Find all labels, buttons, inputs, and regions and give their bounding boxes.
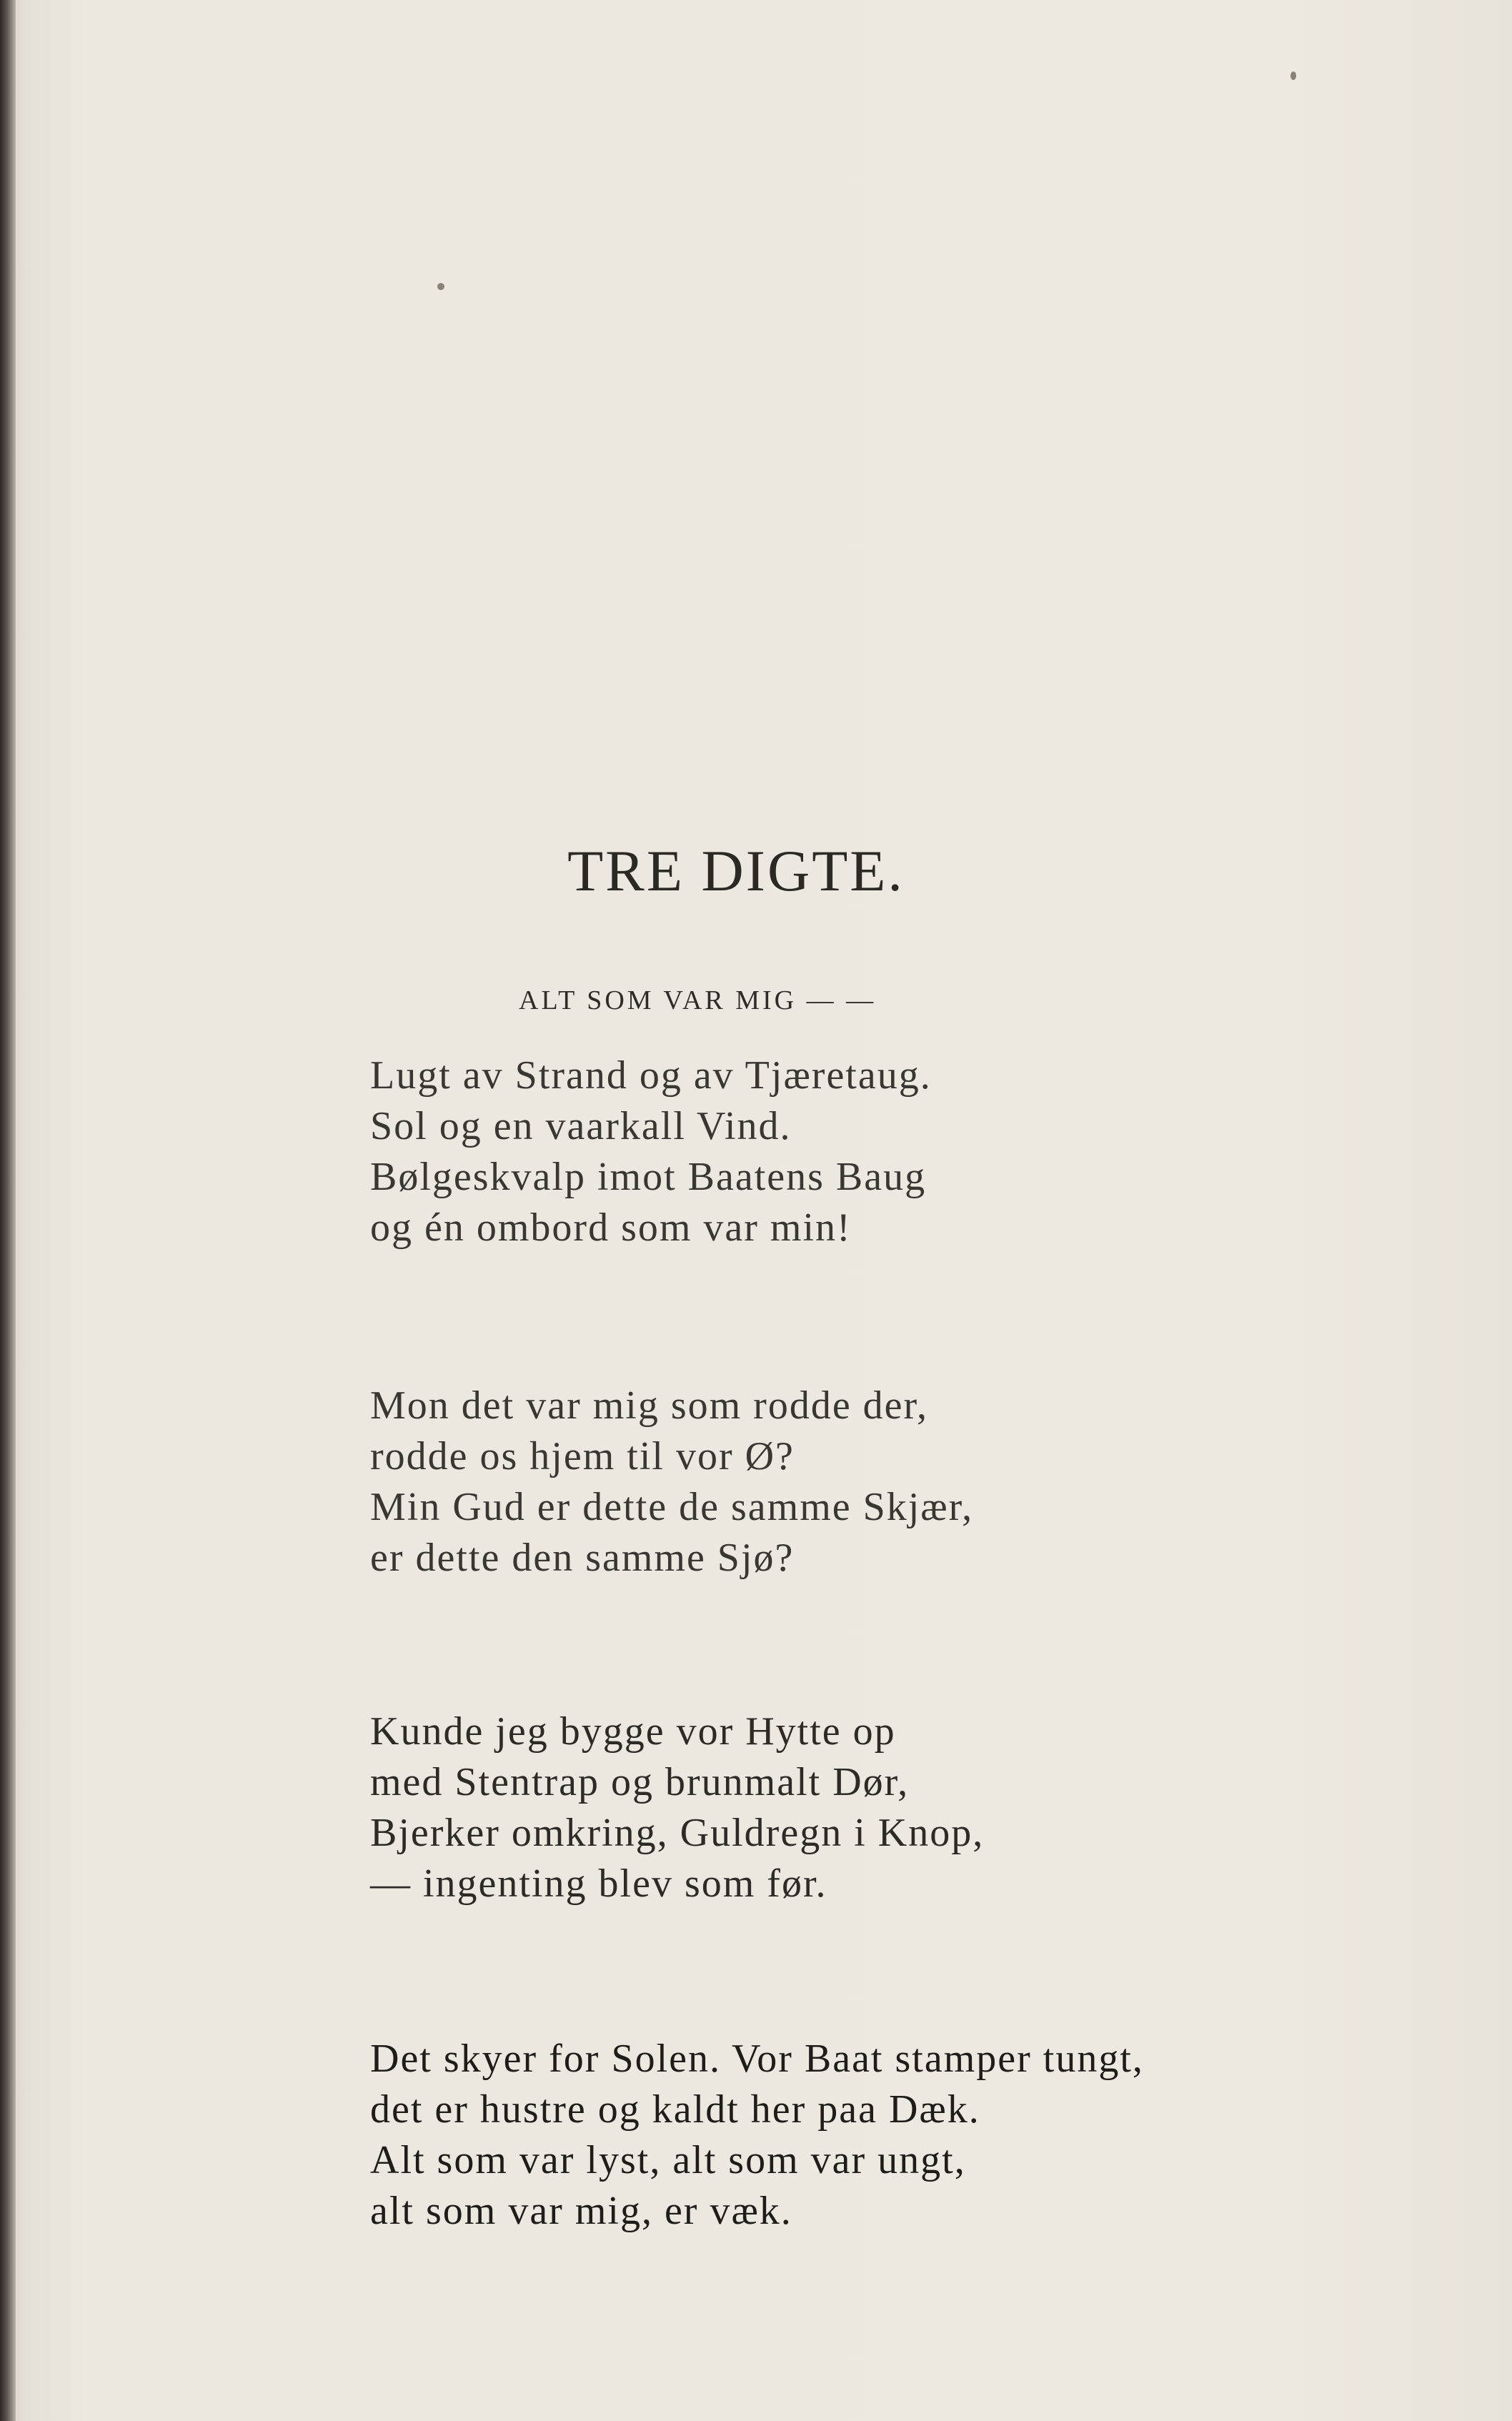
poem-line: Bølgeskvalp imot Baatens Baug: [370, 1155, 927, 1199]
poem-line: er dette den samme Sjø?: [370, 1536, 795, 1580]
poem-line: og én ombord som var min!: [370, 1205, 852, 1250]
poem-line: Det skyer for Solen. Vor Baat stamper tungt,: [370, 2037, 1144, 2081]
poem-line: Kunde jeg bygge vor Hytte op: [370, 1709, 896, 1754]
book-spine-edge: [0, 0, 16, 2421]
poem-line: med Stentrap og brunmalt Dør,: [370, 1760, 910, 1804]
paper-speck: [1290, 71, 1296, 80]
poem-line: alt som var mig, er væk.: [370, 2189, 792, 2233]
page-title: TRE DIGTE.: [567, 838, 905, 903]
stanza: [370, 1050, 932, 1253]
poem-line: rodde os hjem til vor Ø?: [370, 1434, 795, 1478]
poem-line: Mon det var mig som rodde der,: [370, 1383, 928, 1428]
poem-line: — ingenting blev som før.: [370, 1861, 827, 1906]
stanza: [370, 1381, 973, 1584]
poem-title: ALT SOM VAR MIG — —: [519, 985, 877, 1015]
paper-speck: [437, 283, 444, 290]
poem-line: det er hustre og kaldt her paa Dæk.: [370, 2087, 980, 2132]
poem-line: Lugt av Strand og av Tjæretaug.: [370, 1053, 932, 1098]
poem-line: Alt som var lyst, alt som var ungt,: [370, 2138, 966, 2182]
poem-line: Bjerker omkring, Guldregn i Knop,: [370, 1811, 985, 1855]
poem-line: Sol og en vaarkall Vind.: [370, 1104, 792, 1148]
poem-line: Min Gud er dette de samme Skjær,: [370, 1485, 974, 1529]
stanza: [370, 1706, 984, 1909]
stanza: [370, 2034, 1144, 2237]
